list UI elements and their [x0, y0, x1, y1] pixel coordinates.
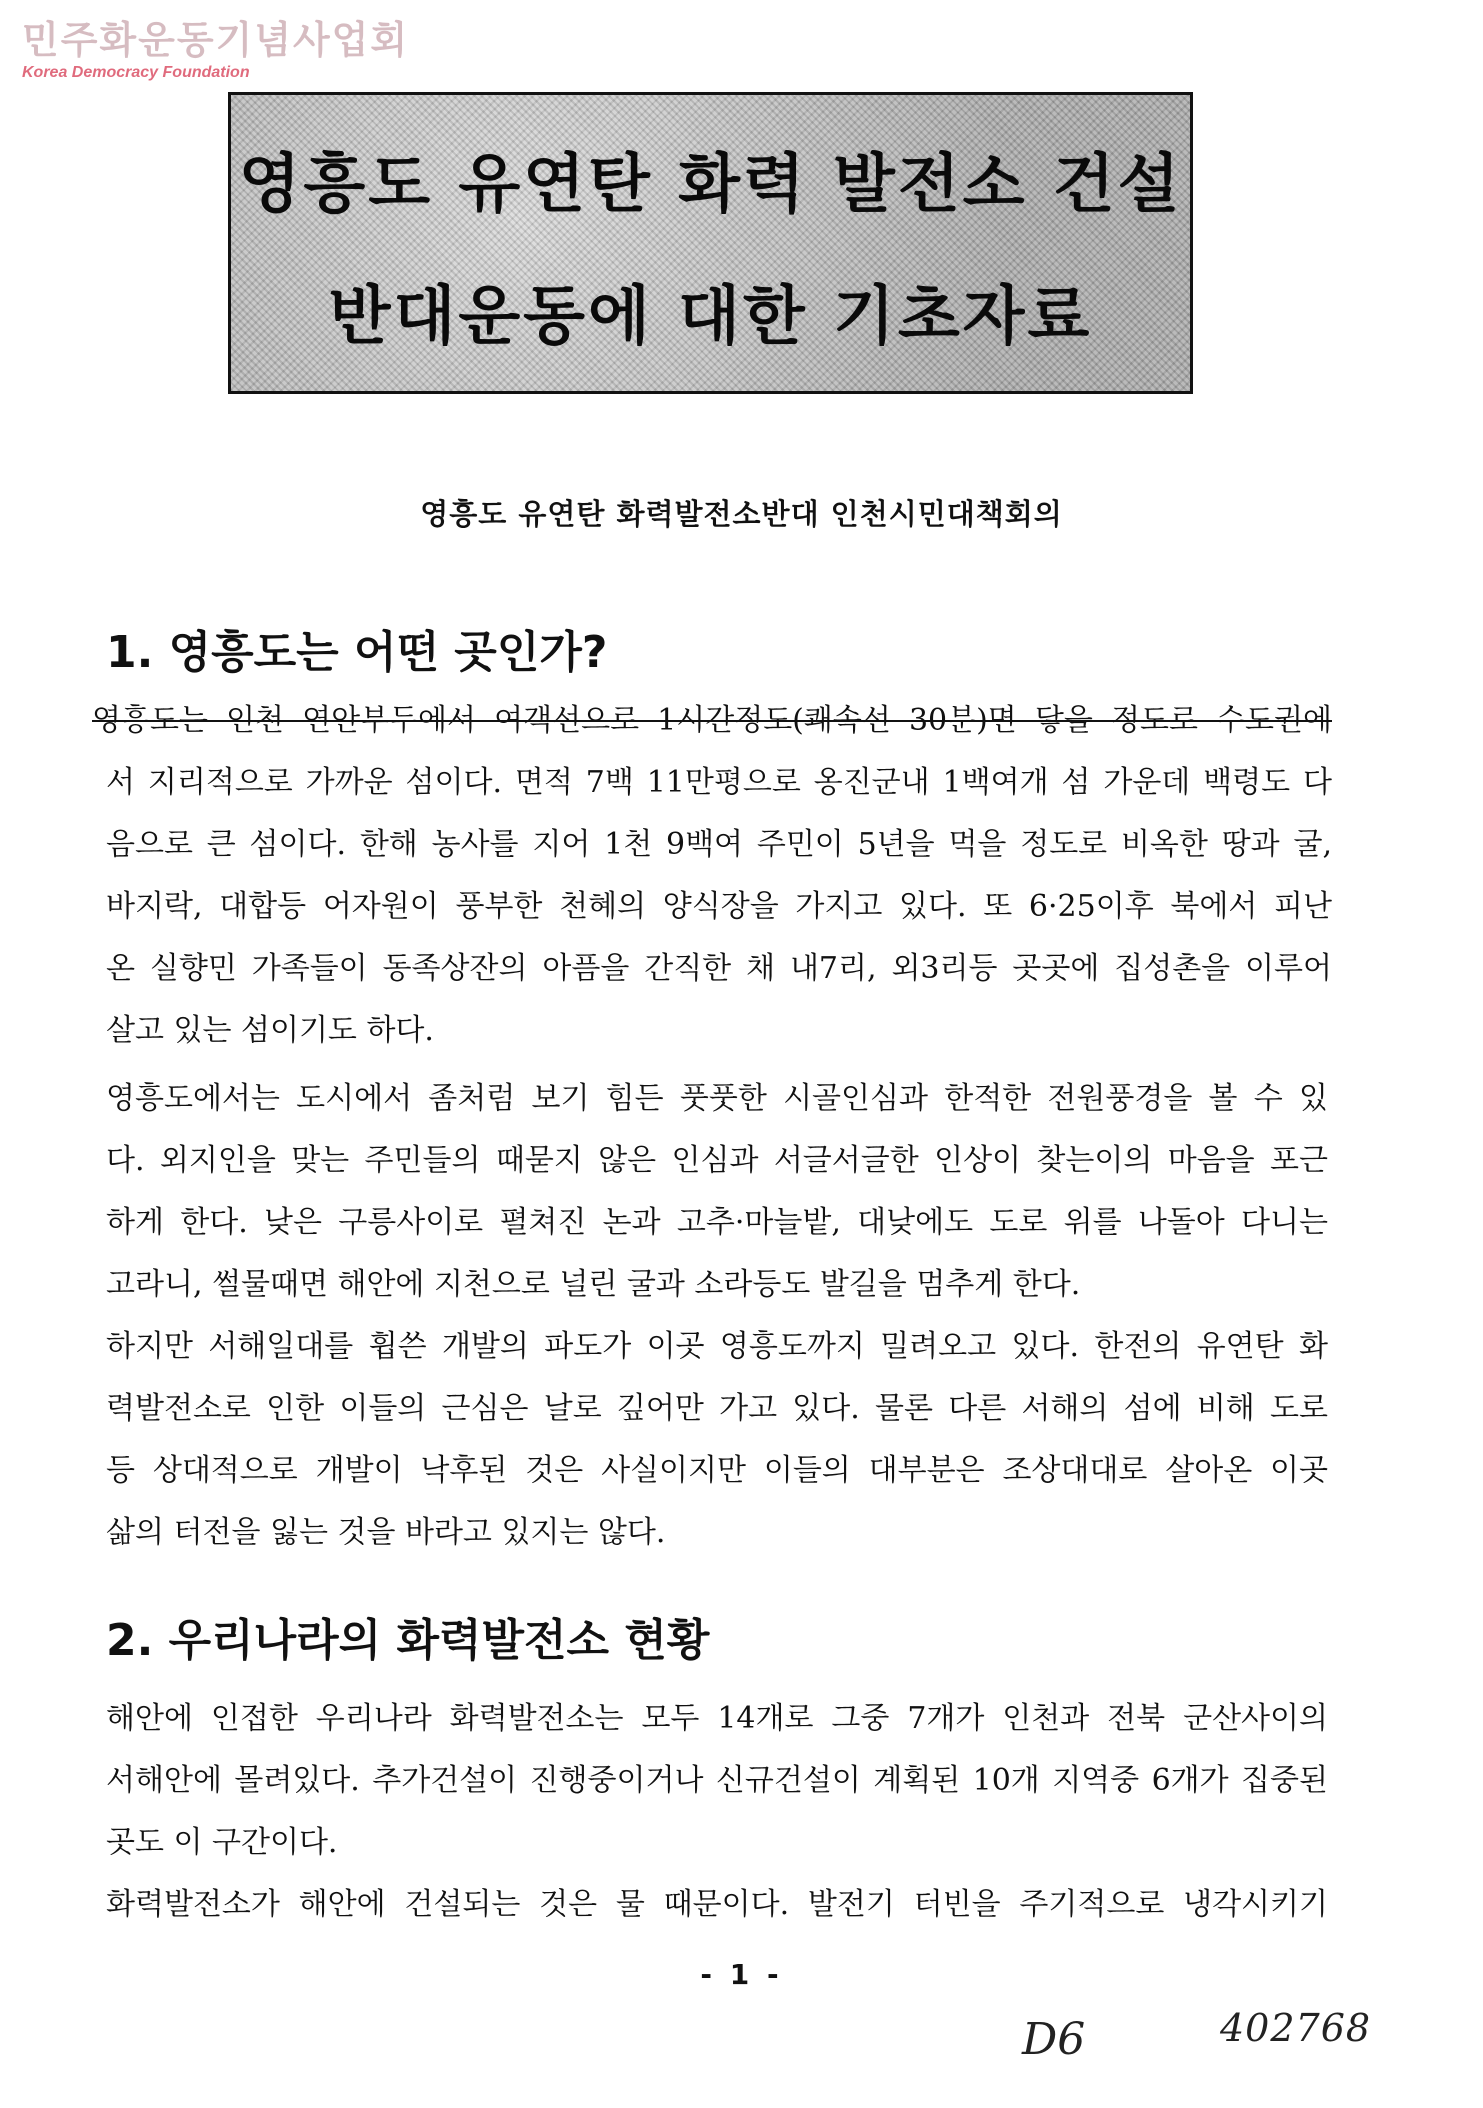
- paragraph-line: 하지만 서해일대를 휩쓴 개발의 파도가 이곳 영흥도까지 밀려오고 있다. 한전의 유연탄 화: [106, 1329, 1328, 1364]
- paragraph-line: 해안에 인접한 우리나라 화력발전소는 모두 14개로 그중 7개가 인천과 전북 군산사이의: [106, 1701, 1328, 1736]
- paragraph-line: 영흥도는 인천 연안부두에서 여객선으로 1시간정도(쾌속선 30분)면 닿을 정도로 수도권에: [92, 703, 1332, 738]
- paragraph-line: 음으로 큰 섬이다. 한해 농사를 지어 1천 9백여 주민이 5년을 먹을 정도로 비옥한 땅과 굴,: [106, 827, 1332, 862]
- paragraph-line: 등 상대적으로 개발이 낙후된 것은 사실이지만 이들의 대부분은 조상대대로 살아온 이곳: [106, 1453, 1328, 1488]
- paragraph-line: 고라니, 썰물때면 해안에 지천으로 널린 굴과 소라등도 발길을 멈추게 한다.: [106, 1267, 1081, 1302]
- title-box: [228, 92, 1193, 394]
- paragraph-line: 서 지리적으로 가까운 섬이다. 면적 7백 11만평으로 옹진군내 1백여개 섬 가운데 백령도 다: [106, 765, 1332, 800]
- section-2-paragraph-2: [106, 1874, 1328, 1936]
- paragraph-line: 서해안에 몰려있다. 추가건설이 진행중이거나 신규건설이 계획된 10개 지역중 6개가 집중된: [106, 1763, 1328, 1798]
- handwritten-note-right: 402768: [1220, 2006, 1372, 2050]
- paragraph-line: 곳도 이 구간이다.: [106, 1825, 338, 1860]
- title-line-2: 반대운동에 대한 기초자료: [328, 280, 1093, 354]
- watermark-korean-text: 민주화운동기념사업회: [22, 18, 410, 62]
- paragraph-line: 온 실향민 가족들이 동족상잔의 아픔을 간직한 채 내7리, 외3리등 곳곳에 집성촌을 이루어: [106, 951, 1332, 986]
- section-1-heading: 1. 영흥도는 어떤 곳인가?: [106, 627, 608, 678]
- section-1-paragraph-2: [106, 1068, 1328, 1316]
- organization-name: 영흥도 유연탄 화력발전소반대 인천시민대책회의: [420, 497, 1063, 531]
- page-number: - 1 -: [700, 1958, 783, 1991]
- paragraph-line: 다. 외지인을 맞는 주민들의 때묻지 않은 인심과 서글서글한 인상이 찾는이의 마음을 포근: [106, 1143, 1328, 1178]
- paragraph-line: 삶의 터전을 잃는 것을 바라고 있지는 않다.: [106, 1515, 666, 1550]
- paragraph-line: 살고 있는 섬이기도 하다.: [106, 1013, 434, 1048]
- section-1-paragraph-3: [106, 1316, 1328, 1564]
- watermark-english-text: Korea Democracy Foundation: [22, 64, 250, 81]
- section-1-paragraph-1: [92, 690, 1332, 1062]
- paragraph-line: 화력발전소가 해안에 건설되는 것은 물 때문이다. 발전기 터빈을 주기적으로 냉각시키기: [106, 1887, 1328, 1922]
- section-2-heading: 2. 우리나라의 화력발전소 현황: [106, 1615, 710, 1666]
- paragraph-line: 바지락, 대합등 어자원이 풍부한 천혜의 양식장을 가지고 있다. 또 6·25이후 북에서 피난: [106, 889, 1332, 924]
- paragraph-line: 력발전소로 인한 이들의 근심은 날로 깊어만 가고 있다. 물론 다른 서해의 섬에 비해 도로: [106, 1391, 1328, 1426]
- paragraph-line: 하게 한다. 낮은 구릉사이로 펼쳐진 논과 고추·마늘밭, 대낮에도 도로 위를 나돌아 다니는: [106, 1205, 1328, 1240]
- paragraph-line: 영흥도에서는 도시에서 좀처럼 보기 힘든 풋풋한 시골인심과 한적한 전원풍경을 볼 수 있: [106, 1081, 1328, 1116]
- title-line-1: 영흥도 유연탄 화력 발전소 건설: [238, 148, 1183, 222]
- section-2-paragraph-1: [106, 1688, 1328, 1874]
- watermark-logo: [22, 18, 409, 82]
- handwritten-note-left: D6: [1022, 2014, 1086, 2065]
